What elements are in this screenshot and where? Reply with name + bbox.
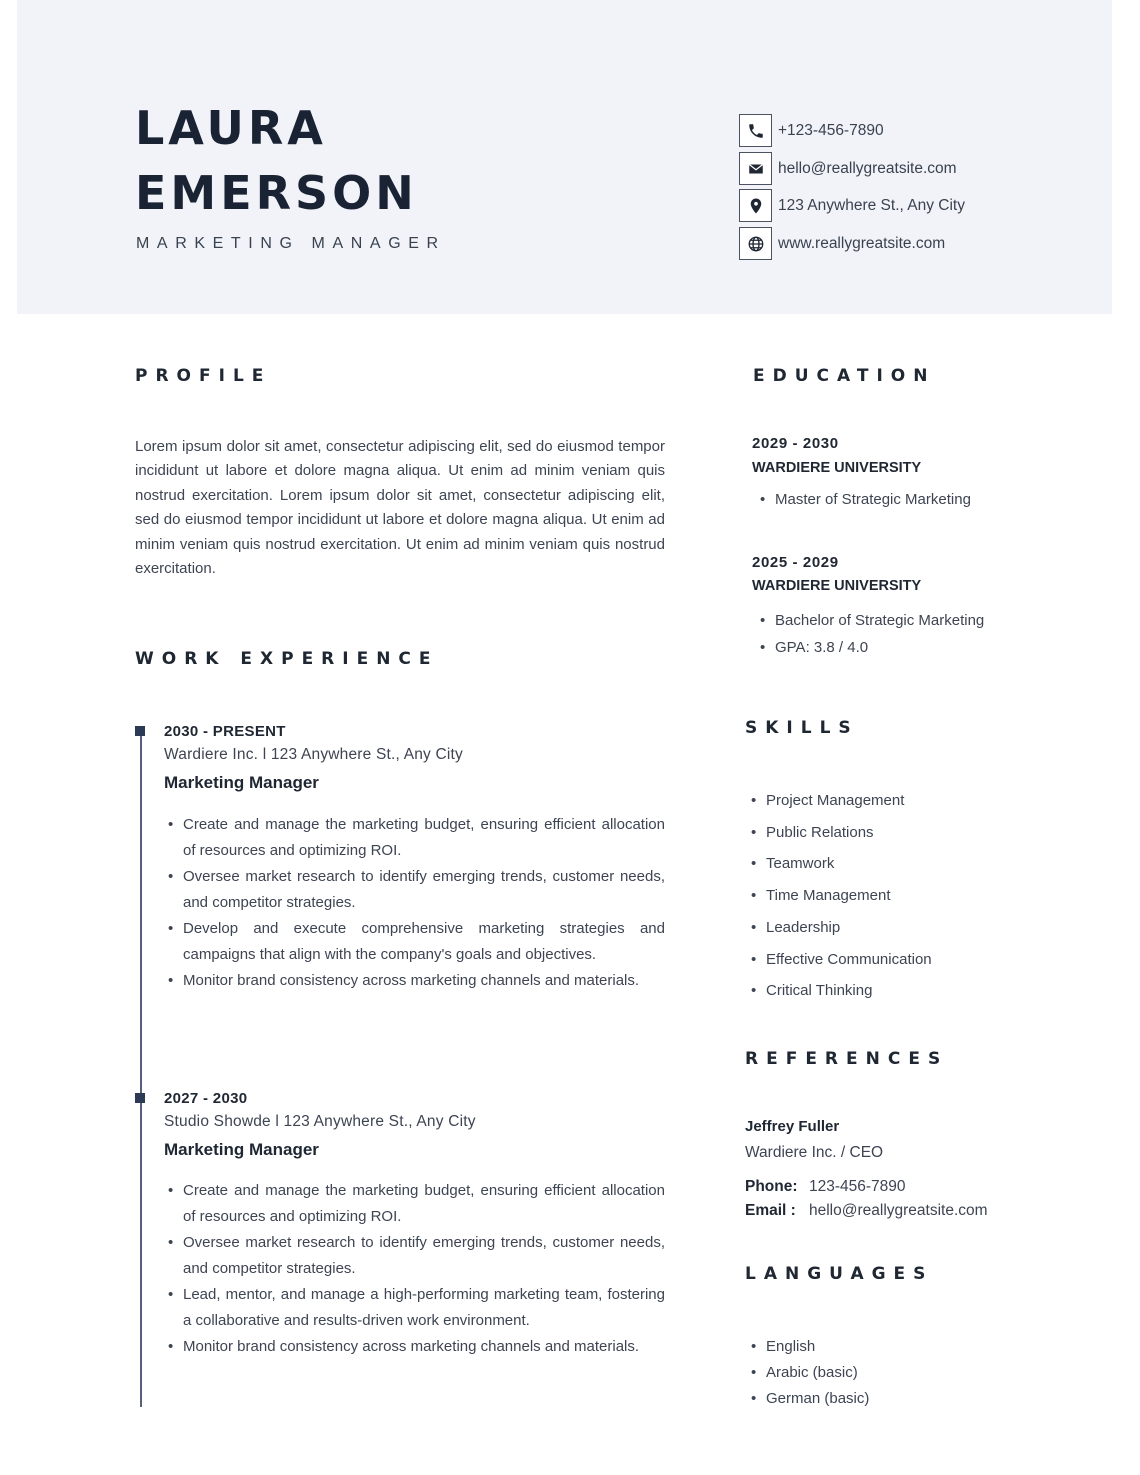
- language-item: • German (basic): [744, 1386, 869, 1412]
- job-company: Studio Showde l 123 Anywhere St., Any City: [164, 1113, 476, 1130]
- job-role: Marketing Manager: [164, 773, 319, 792]
- reference-name: Jeffrey Fuller: [745, 1118, 840, 1135]
- contact-email: [739, 152, 957, 185]
- profile-heading: PROFILE: [135, 366, 272, 386]
- timeline-marker: [135, 726, 145, 736]
- languages-heading: LANGUAGES: [745, 1264, 934, 1284]
- education-years: 2025 - 2029: [752, 554, 839, 571]
- reference-organization: Wardiere Inc. / CEO: [745, 1144, 884, 1161]
- contact-email-text: hello@reallygreatsite.com: [778, 159, 957, 177]
- job-dates: 2030 - PRESENT: [164, 723, 286, 740]
- education-detail: • Bachelor of Strategic Marketing: [753, 607, 984, 634]
- reference-phone-label: Phone:: [745, 1178, 798, 1195]
- skill-item: • Critical Thinking: [744, 975, 932, 1007]
- education-details: [753, 490, 971, 510]
- work-experience-heading: WORK EXPERIENCE: [135, 649, 439, 669]
- duty-item: • Create and manage the marketing budget, ensuring efficient allocation of resources and optimizing ROI.: [166, 812, 665, 864]
- timeline-marker: [135, 1093, 145, 1103]
- reference-email-label: Email :: [745, 1202, 796, 1219]
- education-school: WARDIERE UNIVERSITY: [752, 460, 922, 476]
- contact-phone-text: +123-456-7890: [778, 121, 884, 139]
- duty-item: • Lead, mentor, and manage a high-performing marketing team, fostering a collaborative and results-driven work environment.: [166, 1282, 665, 1334]
- first-name: LAURA: [135, 101, 327, 155]
- contact-address: [739, 189, 965, 222]
- contact-address-text: 123 Anywhere St., Any City: [778, 196, 965, 214]
- duty-item: • Oversee market research to identify emerging trends, customer needs, and competitor strategies.: [166, 1230, 665, 1282]
- globe-icon: [739, 227, 772, 260]
- reference-phone-value: 123-456-7890: [809, 1178, 906, 1195]
- last-name: EMERSON: [135, 166, 418, 220]
- skill-item: • Public Relations: [744, 817, 932, 849]
- skill-item: • Leadership: [744, 912, 932, 944]
- skill-item: • Time Management: [744, 880, 932, 912]
- timeline-line: [140, 727, 142, 1407]
- location-pin-icon: [739, 189, 772, 222]
- profile-text: Lorem ipsum dolor sit amet, consectetur adipiscing elit, sed do eiusmod tempor incididunt ut labore et dolore magna aliqua. Ut enim ad minim veniam quis nostrud exercitation. Lorem ipsum dolor sit amet, consectetur adipiscing elit, sed do eiusmod tempor incididunt ut labore et dolore magna aliqua. Ut enim ad minim veniam quis nostrud exercitation. Ut enim ad minim veniam quis nostrud exercitation.: [135, 438, 665, 578]
- contact-website-text: www.reallygreatsite.com: [778, 234, 946, 252]
- duty-item: • Monitor brand consistency across marketing channels and materials.: [166, 1334, 665, 1360]
- duty-item: • Create and manage the marketing budget, ensuring efficient allocation of resources and optimizing ROI.: [166, 1178, 665, 1230]
- duty-item: • Oversee market research to identify emerging trends, customer needs, and competitor strategies.: [166, 864, 665, 916]
- language-item: • Arabic (basic): [744, 1360, 869, 1386]
- references-heading: REFERENCES: [745, 1049, 949, 1069]
- job-company: Wardiere Inc. l 123 Anywhere St., Any City: [164, 746, 464, 763]
- reference-phone: [745, 1178, 906, 1196]
- education-school: WARDIERE UNIVERSITY: [752, 578, 922, 594]
- job-duties: [166, 812, 665, 994]
- skills-list: [744, 785, 932, 1007]
- education-detail: • GPA: 3.8 / 4.0: [753, 634, 984, 661]
- education-heading: EDUCATION: [753, 366, 936, 386]
- reference-email-value: hello@reallygreatsite.com: [809, 1202, 988, 1219]
- duty-item: • Develop and execute comprehensive marketing strategies and campaigns that align with the company's goals and objectives.: [166, 916, 665, 968]
- skill-item: • Effective Communication: [744, 944, 932, 976]
- skills-heading: SKILLS: [745, 718, 859, 738]
- duty-item: • Monitor brand consistency across marketing channels and materials.: [166, 968, 665, 994]
- education-years: 2029 - 2030: [752, 435, 839, 452]
- contact-phone: [739, 114, 884, 147]
- language-item: • English: [744, 1334, 869, 1360]
- education-details: [753, 607, 984, 661]
- job-duties: [166, 1178, 665, 1360]
- job-role: Marketing Manager: [164, 1140, 319, 1159]
- skill-item: • Teamwork: [744, 848, 932, 880]
- skill-item: • Project Management: [744, 785, 932, 817]
- reference-email: [745, 1202, 988, 1220]
- job-dates: 2027 - 2030: [164, 1090, 248, 1107]
- education-detail: • Master of Strategic Marketing: [753, 490, 971, 510]
- mail-icon: [739, 152, 772, 185]
- languages-list: [744, 1334, 869, 1412]
- phone-icon: [739, 114, 772, 147]
- job-title: MARKETING MANAGER: [136, 235, 446, 252]
- contact-website: [739, 227, 945, 260]
